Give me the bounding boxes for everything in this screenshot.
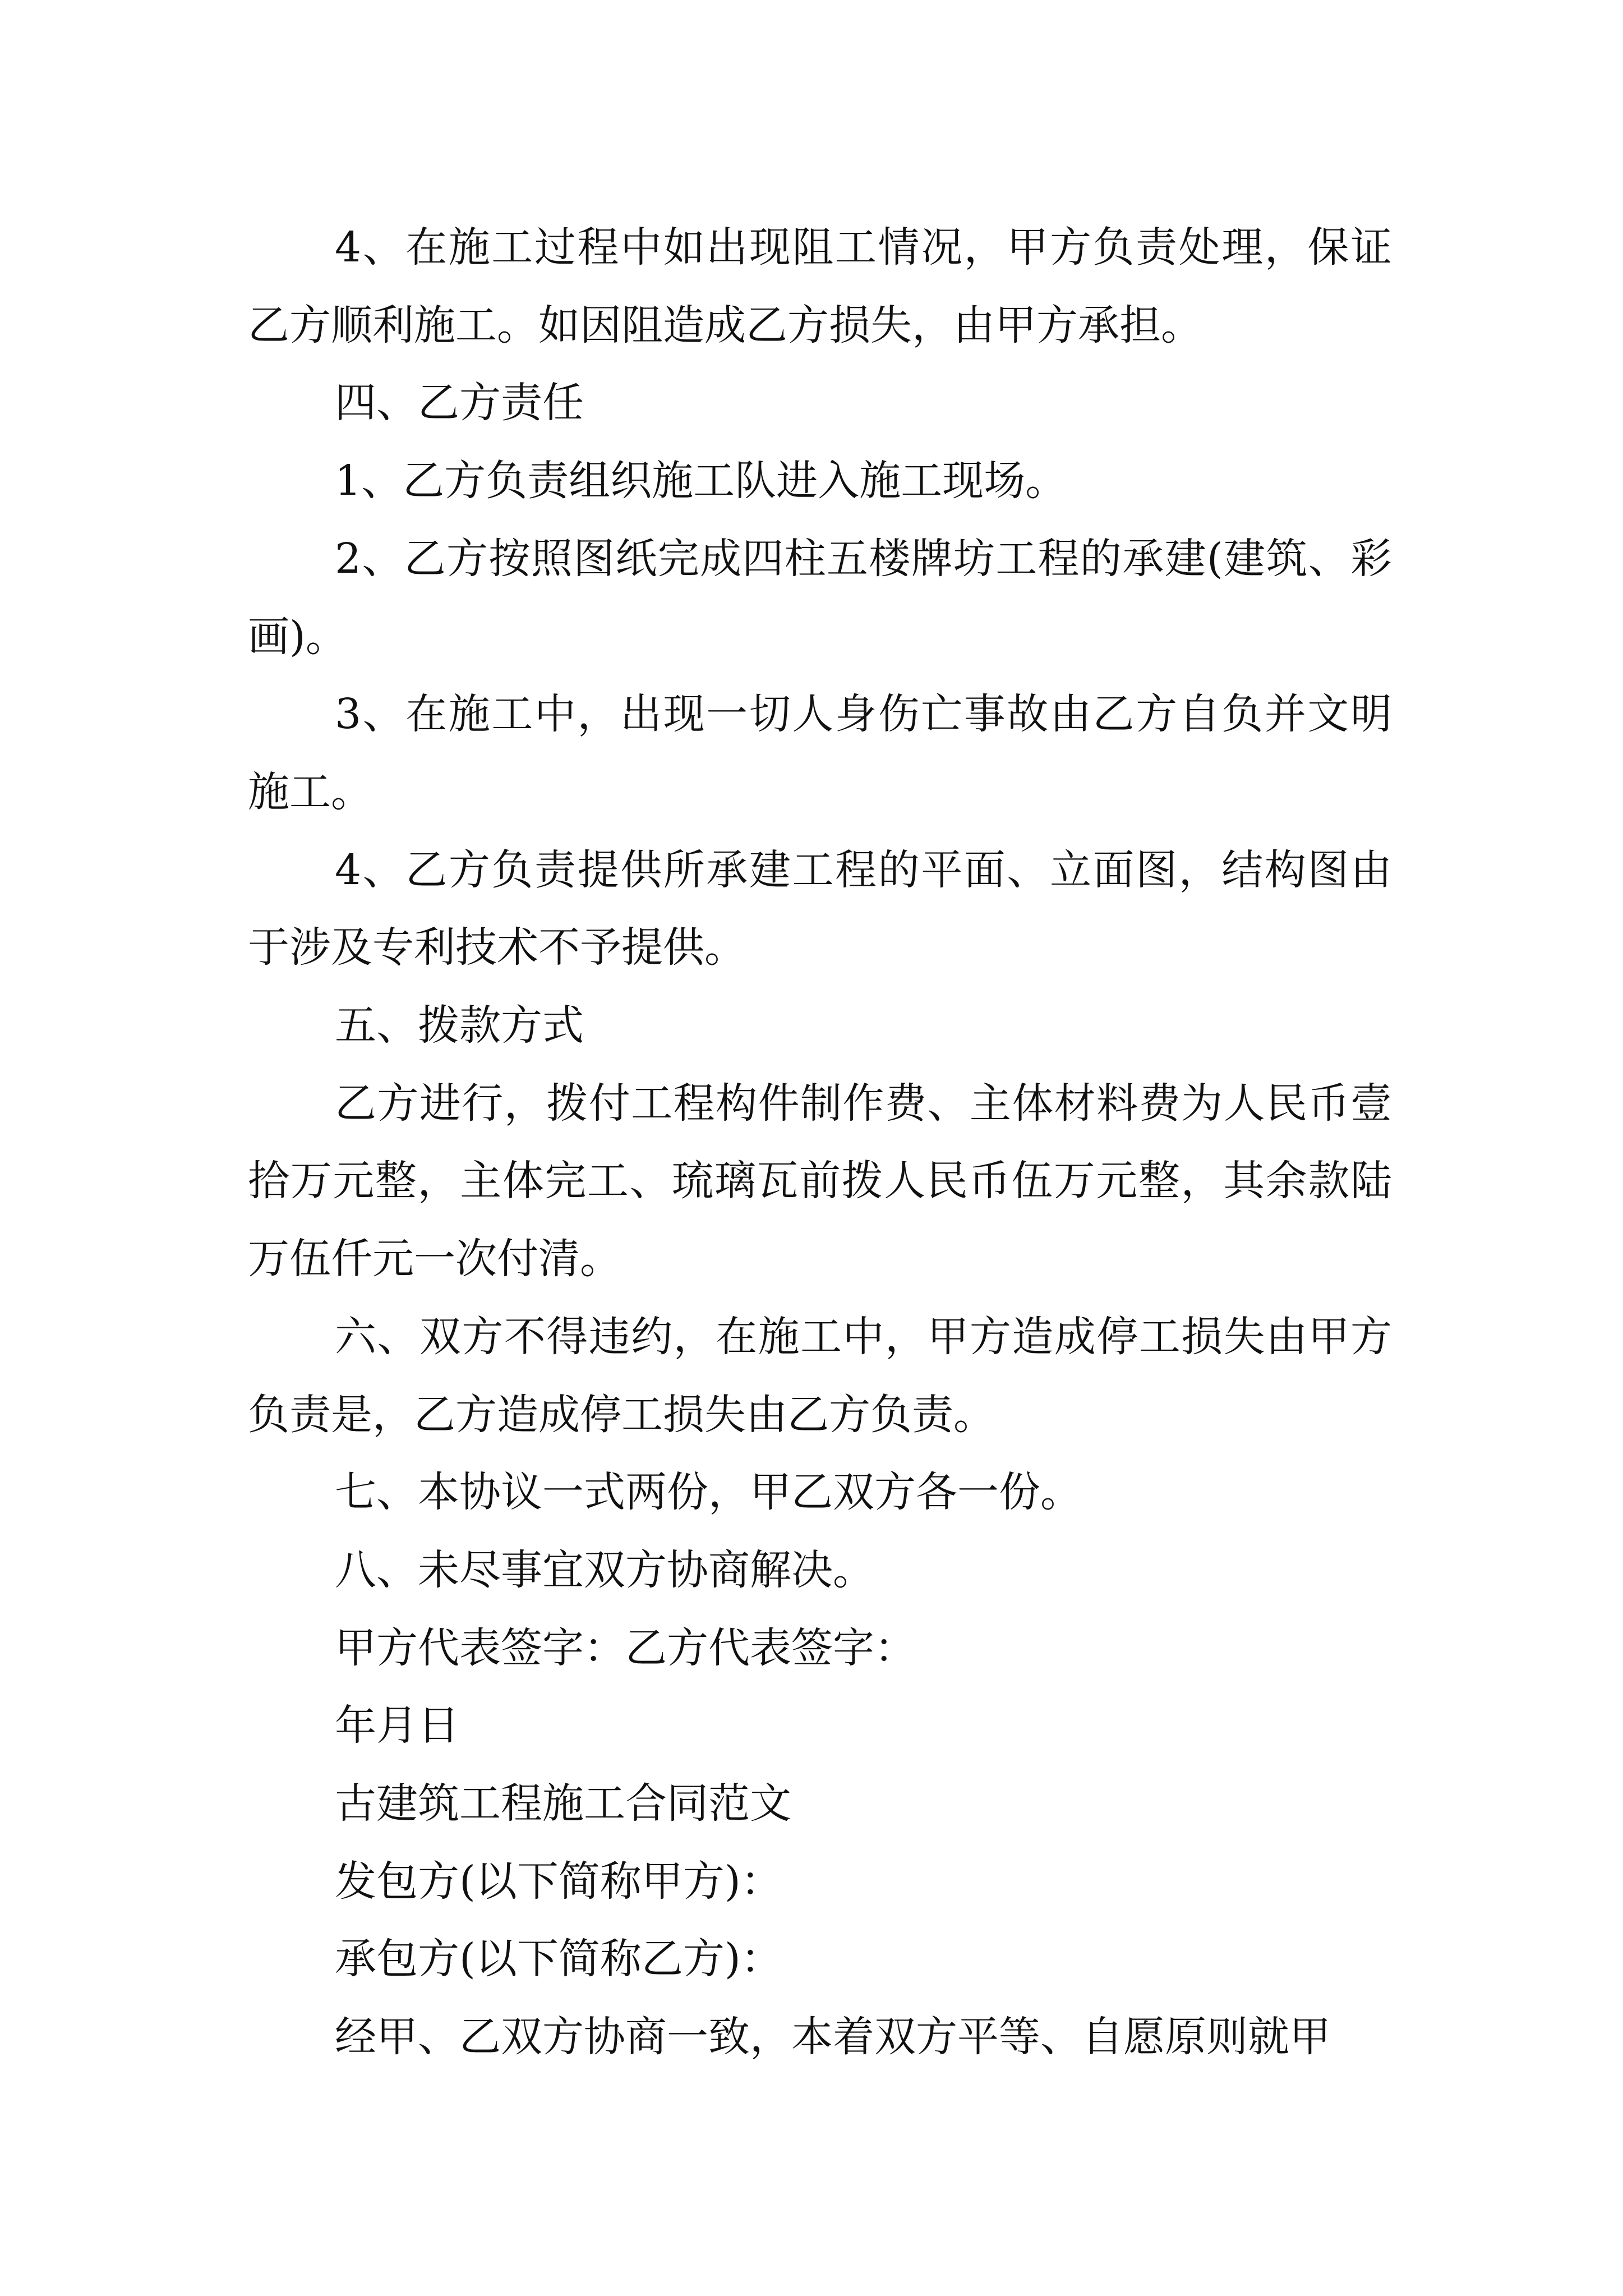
- paragraph-obstruction-handling: 4、在施工过程中如出现阻工情况，甲方负责处理，保证乙方顺利施工。如因阻造成乙方损失，由甲方承担。: [248, 223, 1392, 349]
- signature-line: 甲方代表签字：乙方代表签字：: [335, 1623, 916, 1672]
- paragraph-payment-terms: 乙方进行，拨付工程构件制作费、主体材料费为人民币壹拾万元整，主体完工、琉璃瓦前拨人民币伍万元整，其余款陆万伍仟元一次付清。: [248, 1079, 1392, 1283]
- paragraph-copies: 七、本协议一式两份，甲乙双方各一份。: [335, 1468, 1082, 1517]
- paragraph-safety: 3、在施工中，出现一切人身伤亡事故由乙方自负并文明施工。: [248, 690, 1392, 816]
- paragraph-no-breach: 六、双方不得违约，在施工中，甲方造成停工损失由甲方负责是，乙方造成停工损失由乙方负责。: [248, 1312, 1392, 1439]
- section-heading-party-b-responsibility: 四、乙方责任: [335, 379, 584, 427]
- paragraph-agreement-intro: 经甲、乙双方协商一致，本着双方平等、自愿原则就甲: [335, 2013, 1331, 2062]
- date-line: 年月日: [335, 1701, 459, 1750]
- party-a-line: 发包方(以下简称甲方)：: [335, 1857, 782, 1906]
- section-heading-payment-method: 五、拨款方式: [335, 1001, 584, 1050]
- paragraph-drawings: 4、乙方负责提供所承建工程的平面、立面图，结构图由于涉及专利技术不予提供。: [248, 845, 1392, 972]
- document-body: [248, 209, 1392, 2076]
- contract-title: 古建筑工程施工合同范文: [335, 1779, 791, 1828]
- paragraph-organize-team: 1、乙方负责组织施工队进入施工现场。: [335, 457, 1067, 505]
- paragraph-build-archway: 2、乙方按照图纸完成四柱五楼牌坊工程的承建(建筑、彩画)。: [248, 534, 1392, 661]
- party-b-line: 承包方(以下简称乙方)：: [335, 1935, 782, 1984]
- paragraph-unresolved-matters: 八、未尽事宜双方协商解决。: [335, 1545, 874, 1594]
